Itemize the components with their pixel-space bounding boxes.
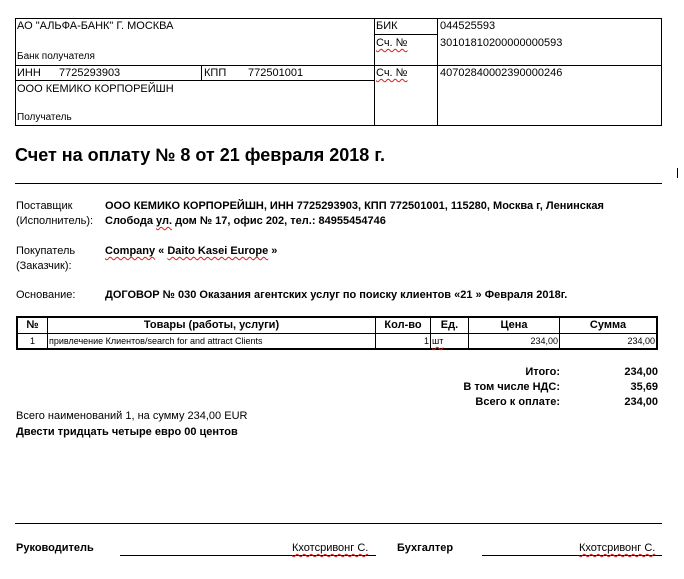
col-header-num: № — [26, 319, 39, 331]
basis-label: Основание: — [16, 289, 76, 301]
row-qty: 1 — [423, 336, 429, 346]
buyer-name: Company « Daito Kasei Europe » — [105, 245, 278, 257]
kpp-value: 772501001 — [248, 67, 304, 79]
bik-label: БИК — [376, 20, 398, 32]
amount-due-label: Всего к оплате: — [475, 396, 560, 408]
kpp-label: КПП — [204, 67, 227, 79]
total-label: Итого: — [525, 366, 560, 378]
title-divider — [15, 183, 662, 184]
head-signature-line — [120, 555, 376, 556]
accountant-label: Бухгалтер — [397, 542, 454, 554]
col-header-goods: Товары (работы, услуги) — [143, 319, 280, 331]
text-cursor — [677, 168, 678, 178]
summary-in-words: Двести тридцать четыре евро 00 центов — [16, 426, 238, 438]
vat-value: 35,69 — [630, 381, 658, 393]
page-title: Счет на оплату № 8 от 21 февраля 2018 г. — [15, 145, 386, 165]
row-goods: привлечение Клиентов/search for and attract Clients — [49, 336, 263, 346]
supplier-details: ООО КЕМИКО КОРПОРЕЙШН, ИНН 7725293903, КПП 772501001, 115280, Москва г, Ленинская — [105, 200, 604, 212]
row-sum: 234,00 — [627, 336, 655, 346]
buyer-label: Покупатель — [16, 245, 76, 257]
inn-value: 7725293903 — [59, 67, 121, 79]
head-label: Руководитель — [16, 542, 94, 554]
total-value: 234,00 — [624, 366, 658, 378]
row-unit: шт — [432, 336, 444, 346]
inn-label: ИНН — [17, 67, 41, 79]
head-name: Кхотсривонг С. — [292, 542, 369, 554]
account-value: 40702840002390000246 — [440, 67, 563, 79]
bank-name: АО "АЛЬФА-БАНК" Г. МОСКВА — [17, 20, 174, 32]
supplier-label-sub: (Исполнитель): — [16, 215, 94, 227]
recipient-caption: Получатель — [17, 112, 72, 123]
vat-label: В том числе НДС: — [463, 381, 560, 393]
col-header-sum: Сумма — [589, 319, 627, 331]
bank-caption: Банк получателя — [17, 51, 95, 62]
accountant-signature-line — [482, 555, 662, 556]
recipient-name: ООО КЕМИКО КОРПОРЕЙШН — [17, 83, 174, 95]
bik-value: 044525593 — [440, 20, 496, 32]
row-price: 234,00 — [530, 336, 558, 346]
accountant-name: Кхотсривонг С. — [579, 542, 656, 554]
supplier-address: Слобода ул. дом № 17, офис 202, тел.: 84955454746 — [105, 215, 386, 227]
signature-divider — [15, 523, 662, 524]
supplier-label: Поставщик — [16, 200, 73, 212]
corr-account-value: 30101810200000000593 — [440, 37, 563, 49]
basis-value: ДОГОВОР № 030 Оказания агентских услуг по поиску клиентов «21 » Февраля 2018г. — [105, 289, 568, 301]
amount-due-value: 234,00 — [624, 396, 658, 408]
col-header-unit: Ед. — [440, 319, 459, 331]
corr-account-label: Сч. № — [376, 37, 408, 49]
summary-count: Всего наименований 1, на сумму 234,00 EUR — [16, 410, 248, 422]
account-label: Сч. № — [376, 67, 408, 79]
buyer-label-sub: (Заказчик): — [16, 260, 72, 272]
row-num: 1 — [29, 336, 35, 346]
col-header-price: Цена — [500, 319, 528, 331]
col-header-qty: Кол-во — [384, 319, 422, 331]
